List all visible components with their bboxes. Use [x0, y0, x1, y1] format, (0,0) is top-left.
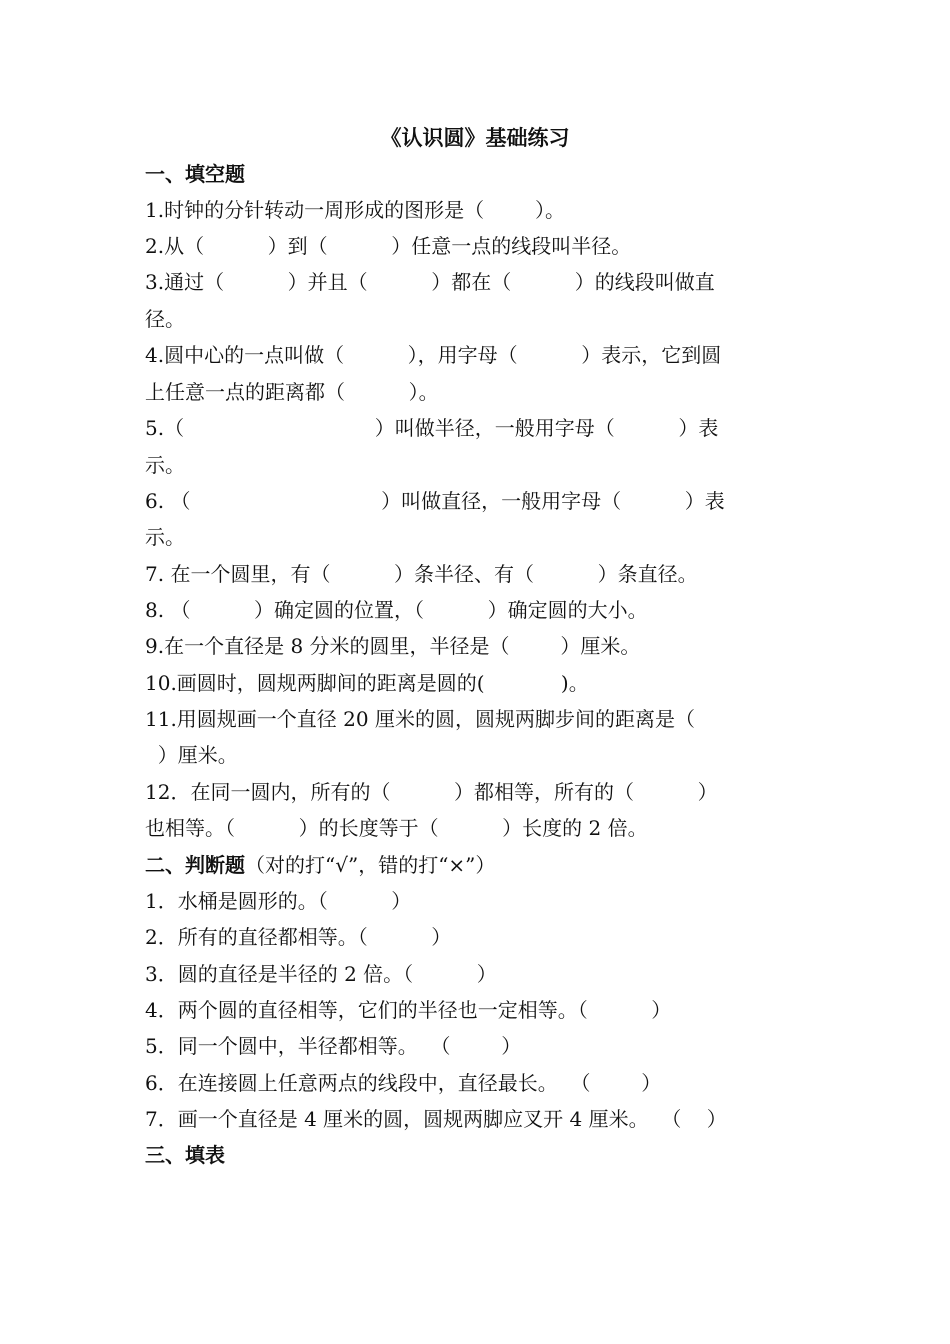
question-line: 也相等。（ ）的长度等于（ ）长度的 2 倍。	[145, 816, 648, 840]
worksheet-title: 《认识圆》基础练习	[380, 125, 570, 150]
question-line: 6. （ ）叫做直径，一般用字母（ ）表	[145, 489, 725, 513]
judgement-line: 5．同一个圆中，半径都相等。 （ ）	[145, 1034, 522, 1058]
question-line: 7. 在一个圆里，有（ ）条半径、有（ ）条直径。	[145, 562, 698, 586]
judgement-line: 2．所有的直径都相等。（ ）	[145, 925, 452, 949]
question-line: 示。	[145, 525, 185, 549]
question-line: 5.（ ）叫做半径，一般用字母（ ）表	[145, 416, 719, 440]
section-2-heading	[145, 851, 810, 879]
question-line: 上任意一点的距离都（ ）。	[145, 380, 439, 404]
section-1-heading: 一、填空题	[145, 162, 245, 186]
question-line: 12．在同一圆内，所有的（ ）都相等，所有的（ ）	[145, 780, 718, 804]
judgement-line: 4．两个圆的直径相等，它们的半径也一定相等。（ ）	[145, 998, 672, 1022]
question-line: 示。	[145, 453, 185, 477]
question-line: 8. （ ）确定圆的位置，（ ）确定圆的大小。	[145, 598, 648, 622]
question-line: 1.时钟的分针转动一周形成的图形是（ ）。	[145, 198, 565, 222]
question-line: 11.用圆规画一个直径 20 厘米的圆，圆规两脚步间的距离是（	[145, 707, 695, 731]
section-2-note: （对的打“√”，错的打“×”）	[245, 853, 496, 877]
question-line: ）厘米。	[145, 743, 238, 767]
question-line: 2.从（ ）到（ ）任意一点的线段叫半径。	[145, 234, 632, 258]
section-2-title: 二、判断题	[145, 853, 245, 877]
judgement-line: 7．画一个直径是 4 厘米的圆，圆规两脚应叉开 4 厘米。 （ ）	[145, 1107, 727, 1131]
question-line: 10.画圆时，圆规两脚间的距离是圆的( )。	[145, 671, 589, 695]
judgement-line: 1．水桶是圆形的。（ ）	[145, 889, 412, 913]
question-line: 3.通过（ ）并且（ ）都在（ ）的线段叫做直	[145, 270, 715, 294]
question-line: 9.在一个直径是 8 分米的圆里，半径是（ ）厘米。	[145, 634, 641, 658]
section-3-heading: 三、填表	[145, 1143, 225, 1167]
question-line: 径。	[145, 307, 185, 331]
question-line: 4.圆中心的一点叫做（ ），用字母（ ）表示，它到圆	[145, 343, 722, 367]
judgement-line: 6．在连接圆上任意两点的线段中，直径最长。 （ ）	[145, 1071, 662, 1095]
judgement-line: 3．圆的直径是半径的 2 倍。（ ）	[145, 962, 497, 986]
